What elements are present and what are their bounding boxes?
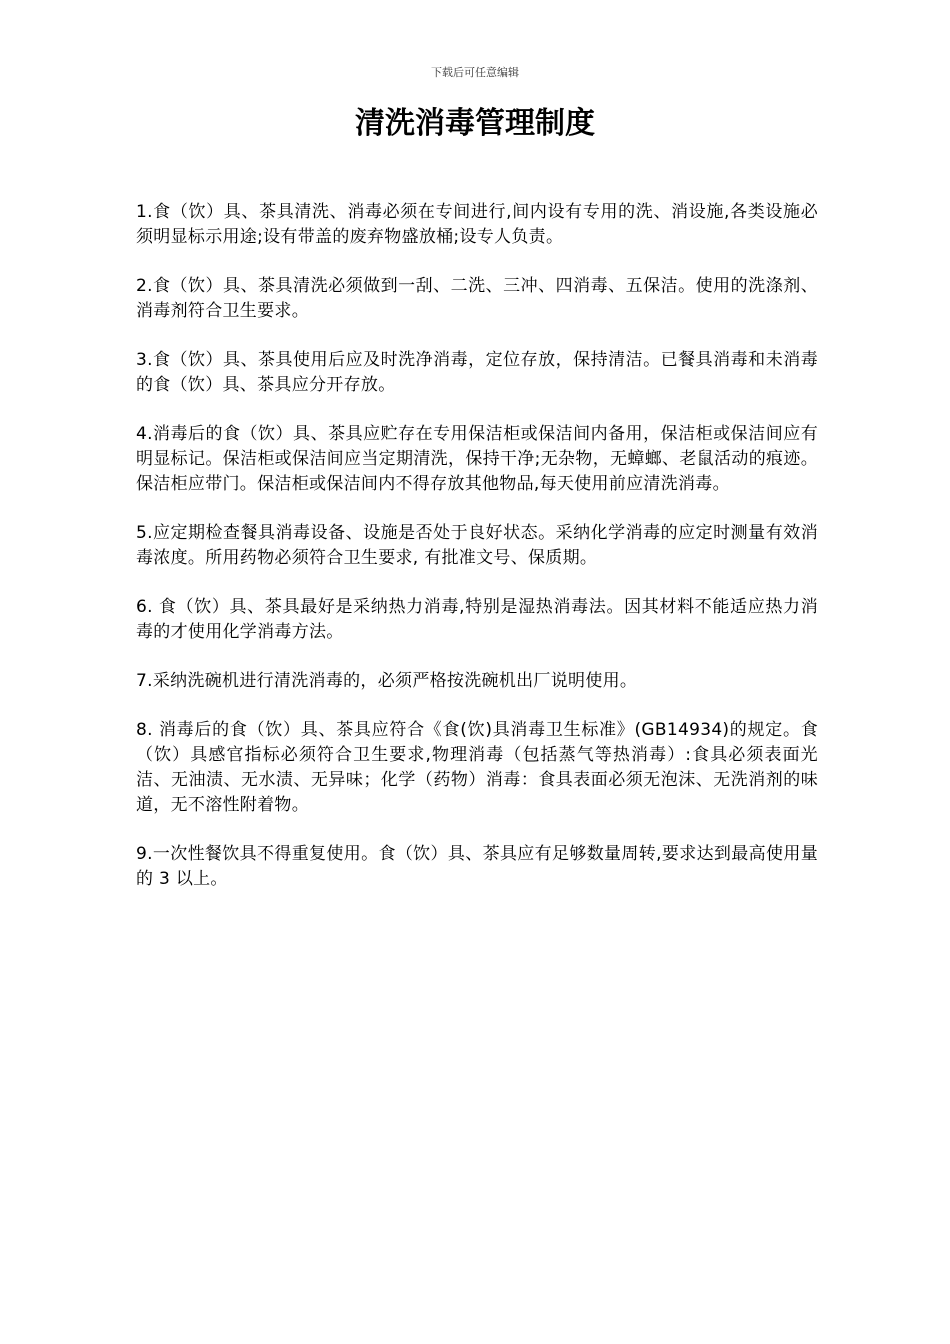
- document-body: [136, 200, 818, 916]
- header-note: 下载后可任意编辑: [431, 66, 519, 79]
- clause-9: 9.一次性餐饮具不得重复使用。食（饮）具、茶具应有足够数量周转,要求达到最高使用量的 3 以上。: [136, 844, 818, 889]
- clause-5: 5.应定期检查餐具消毒设备、设施是否处于良好状态。采纳化学消毒的应定时测量有效消毒浓度。所用药物必须符合卫生要求, 有批准文号、保质期。: [136, 523, 818, 568]
- clause-1: 1.食（饮）具、茶具清洗、消毒必须在专间进行,间内设有专用的洗、消设施,各类设施必须明显标示用途;设有带盖的废弃物盛放桶;设专人负责。: [136, 202, 818, 247]
- clause-2: 2.食（饮）具、茶具清洗必须做到一刮、二洗、三冲、四消毒、五保洁。使用的洗涤剂、消毒剂符合卫生要求。: [136, 276, 818, 321]
- clause-6: 6. 食（饮）具、茶具最好是采纳热力消毒,特别是湿热消毒法。因其材料不能适应热力消毒的才使用化学消毒方法。: [136, 597, 818, 642]
- clause-8: 8. 消毒后的食（饮）具、茶具应符合《食(饮)具消毒卫生标准》(GB14934)的规定。食（饮）具感官指标必须符合卫生要求,物理消毒（包括蒸气等热消毒）:食具必须表面光洁、无油渍、无水渍、无异味；化学（药物）消毒：食具表面必须无泡沫、无洗消剂的味道，无不溶性附着物。: [136, 720, 818, 815]
- clause-4: 4.消毒后的食（饮）具、茶具应贮存在专用保洁柜或保洁间内备用，保洁柜或保洁间应有明显标记。保洁柜或保洁间应当定期清洗，保持干净;无杂物，无蟑螂、老鼠活动的痕迹。保洁柜应带门。保洁柜或保洁间内不得存放其他物品,每天使用前应清洗消毒。: [136, 424, 818, 494]
- clause-7: 7.采纳洗碗机进行清洗消毒的，必须严格按洗碗机出厂说明使用。: [136, 671, 638, 691]
- page-title: 清洗消毒管理制度: [355, 106, 595, 141]
- clause-3: 3.食（饮）具、茶具使用后应及时洗净消毒，定位存放，保持清洁。已餐具消毒和未消毒的食（饮）具、茶具应分开存放。: [136, 350, 818, 395]
